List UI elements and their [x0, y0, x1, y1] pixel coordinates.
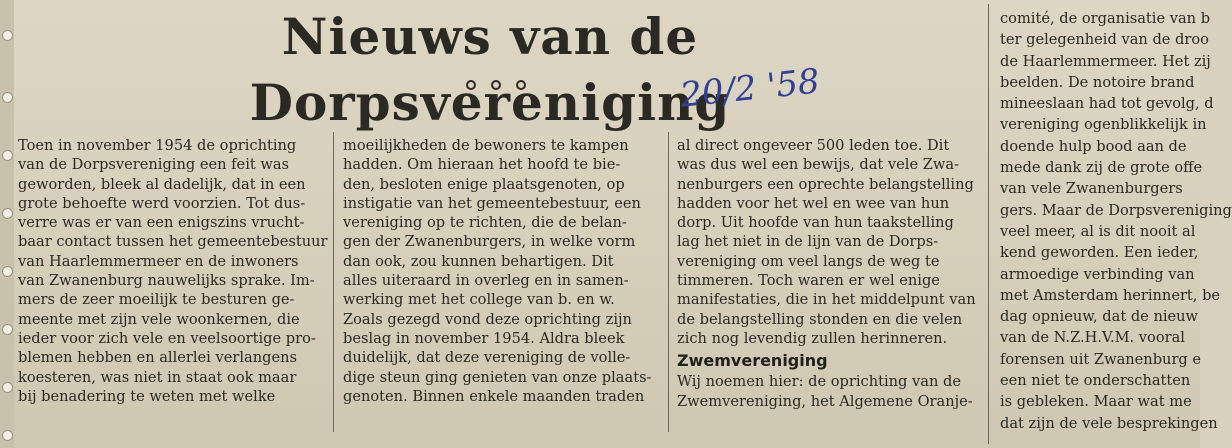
- text-line: hadden. Om hieraan het hoofd te bie-: [343, 156, 621, 174]
- binder-hole: [2, 208, 13, 219]
- text-line: armoedige verbinding van: [1000, 265, 1195, 283]
- text-line: geworden, bleek al dadelijk, dat in een: [18, 175, 306, 193]
- text-line: Wij noemen hier: de oprichting van de: [677, 373, 961, 391]
- text-line: beelden. De notoire brand: [1000, 73, 1195, 91]
- text-line: van vele Zwanenburgers: [1000, 180, 1183, 198]
- text-line: van Haarlemmermeer en de inwoners: [18, 252, 299, 270]
- text-line: vereniging om veel langs de weg te: [677, 252, 940, 270]
- text-line: baar contact tussen het gemeentebestuur: [18, 233, 328, 251]
- text-line: mede dank zij de grote offe: [1000, 159, 1203, 177]
- text-line: bij benadering te weten met welke: [18, 387, 276, 405]
- text-line: gers. Maar de Dorpsvereniging: [1000, 201, 1232, 219]
- text-line: dorp. Uit hoofde van hun taakstelling: [677, 214, 954, 232]
- text-line: gen der Zwanenburgers, in welke vorm: [343, 233, 636, 251]
- text-line: was dus wel een bewijs, dat vele Zwa-: [677, 156, 959, 174]
- column-divider: [988, 4, 989, 444]
- text-line: vereniging ogenblikkelijk in: [1000, 116, 1207, 134]
- text-line: timmeren. Toch waren er wel enige: [677, 272, 940, 290]
- text-line: de belangstelling stonden en die velen: [677, 310, 963, 328]
- text-line: dag opnieuw, dat de nieuw: [1000, 308, 1199, 326]
- text-line: veel meer, al is dit nooit al: [1000, 222, 1196, 240]
- text-line: is gebleken. Maar wat me: [1000, 393, 1192, 411]
- text-line: van de Dorpsvereniging een feit was: [18, 156, 290, 174]
- text-line: Zwemvereniging, het Algemene Oranje-: [677, 392, 973, 410]
- text-line: dat zijn de vele besprekingen: [1000, 414, 1218, 432]
- binder-hole: [2, 324, 13, 335]
- text-line: blemen hebben en allerlei verlangens: [18, 349, 297, 367]
- text-line: den, besloten enige plaatsgenoten, op: [343, 175, 625, 193]
- text-line: duidelijk, dat deze vereniging de volle-: [343, 349, 631, 367]
- text-line: van Zwanenburg nauwelijks sprake. Im-: [18, 272, 315, 290]
- text-line: doende hulp bood aan de: [1000, 137, 1187, 155]
- text-line: van de N.Z.H.V.M. vooral: [1000, 329, 1185, 347]
- ornament-dot: [466, 80, 476, 90]
- handwritten-date: 20/2 '58: [678, 61, 822, 116]
- text-line: met Amsterdam herinnert, be: [1000, 286, 1221, 304]
- text-line: hadden voor het wel en wee van hun: [677, 194, 950, 212]
- text-line: manifestaties, die in het middelpunt van: [677, 291, 976, 309]
- text-line: Toen in november 1954 de oprichting: [18, 137, 297, 154]
- column-divider: [333, 132, 334, 432]
- text-line: zich nog levendig zullen herinneren.: [677, 329, 948, 347]
- text-line: grote behoefte werd voorzien. Tot dus-: [18, 194, 306, 212]
- article-column-1: [18, 136, 326, 406]
- binder-hole: [2, 430, 13, 441]
- text-line: alles uiteraard in overleg en in samen-: [343, 272, 629, 290]
- text-line: dige steun ging genieten van onze plaats-: [343, 368, 652, 386]
- text-line: nenburgers een oprechte belangstelling: [677, 175, 974, 193]
- column-divider: [668, 132, 669, 432]
- subheading-zwemvereniging: Zwemvereniging: [677, 351, 828, 371]
- text-line: genoten. Binnen enkele maanden traden: [343, 387, 645, 405]
- binder-hole: [2, 92, 13, 103]
- text-line: meente met zijn vele woonkernen, die: [18, 310, 300, 328]
- text-line: lag het niet in de lijn van de Dorps-: [677, 233, 939, 251]
- binder-hole: [2, 150, 13, 161]
- text-line: al direct ongeveer 500 leden toe. Dit: [677, 137, 950, 154]
- text-line: verre was er van een enigszins vrucht-: [18, 214, 305, 232]
- text-line: werking met het college van b. en w.: [343, 291, 615, 309]
- text-line: dan ook, zou kunnen behartigen. Dit: [343, 252, 614, 270]
- binder-hole: [2, 266, 13, 277]
- text-line: ter gelegenheid van de droo: [1000, 31, 1209, 49]
- article-column-2: [343, 136, 661, 406]
- text-line: vereniging op te richten, die de belan-: [343, 214, 627, 232]
- text-line: moeilijkheden de bewoners te kampen: [343, 137, 629, 154]
- article-column-3: [677, 136, 979, 411]
- text-line: instigatie van het gemeentebestuur, een: [343, 194, 641, 212]
- binder-holes: [0, 0, 14, 448]
- text-line: beslag in november 1954. Aldra bleek: [343, 329, 625, 347]
- text-line: ieder voor zich vele en veelsoortige pro-: [18, 329, 316, 347]
- ornament-dots: [466, 80, 526, 94]
- binder-hole: [2, 382, 13, 393]
- text-line: forensen uit Zwanenburg e: [1000, 350, 1202, 368]
- text-line: Zoals gezegd vond deze oprichting zijn: [343, 310, 632, 328]
- text-line: comité, de organisatie van b: [1000, 10, 1211, 27]
- ornament-dot: [516, 80, 526, 90]
- binder-hole: [2, 30, 13, 41]
- headline: Nieuws van de Dorpsvereniging: [249, 7, 731, 132]
- text-line: mineeslaan had tot gevolg, d: [1000, 95, 1214, 113]
- text-line: koesteren, was niet in staat ook maar: [18, 368, 297, 386]
- text-line: kend geworden. Een ieder,: [1000, 244, 1199, 262]
- ornament-dot: [491, 80, 501, 90]
- article-column-4: [1000, 8, 1232, 434]
- text-line: de Haarlemmermeer. Het zij: [1000, 52, 1211, 70]
- text-line: een niet te onderschatten: [1000, 372, 1191, 390]
- text-line: mers de zeer moeilijk te besturen ge-: [18, 291, 295, 309]
